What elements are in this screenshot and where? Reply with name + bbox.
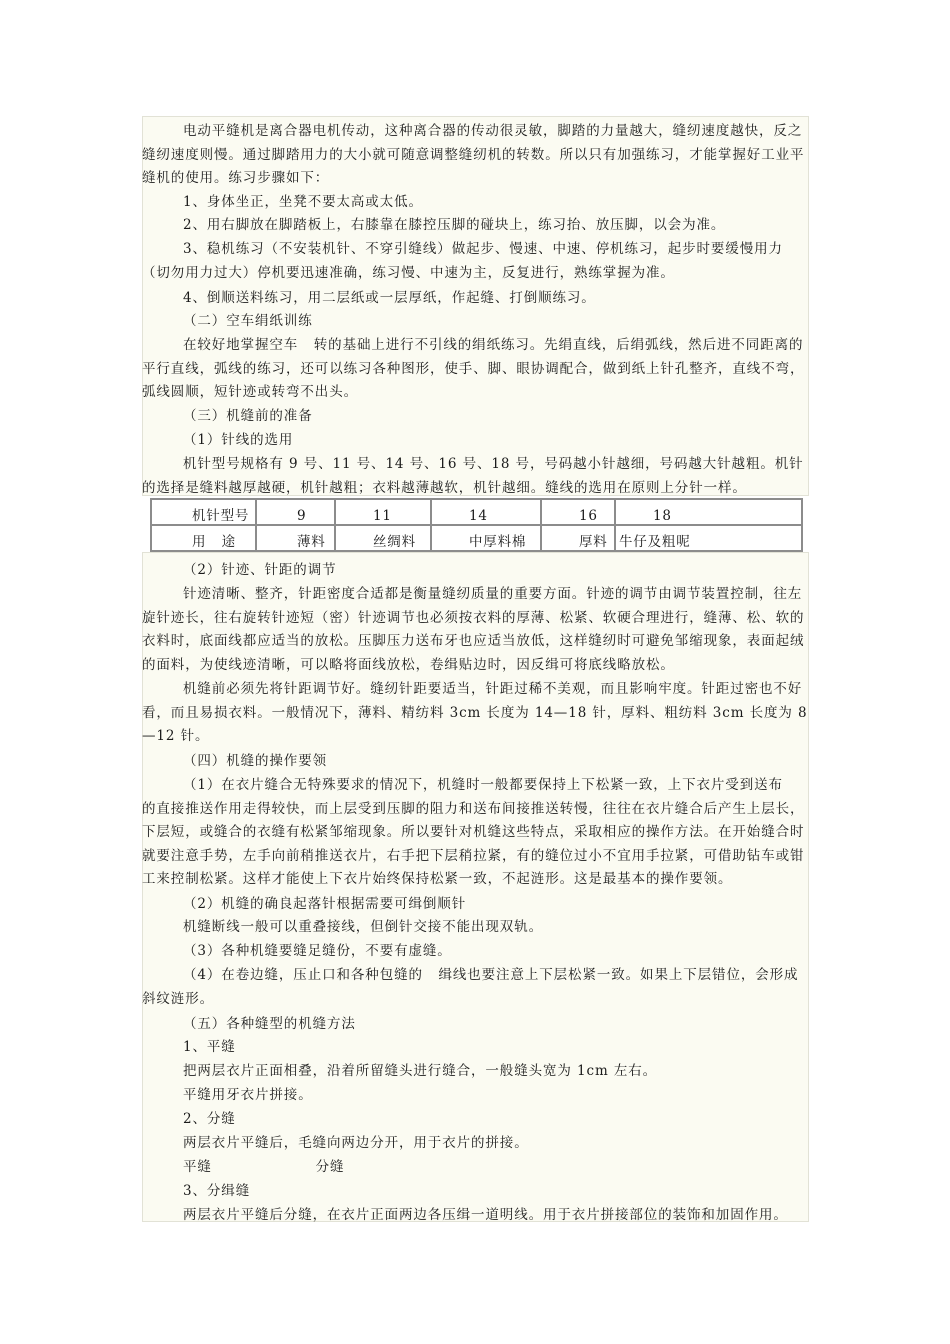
- table-row: [151, 499, 802, 525]
- operation-paragraph: （1）在衣片缝合无特殊要求的情况下，机缝时一般都要保持上下松紧一致，上下衣片受到送布 的直接推送作用走得较快，而上层受到压脚的阻力和送布间接推送转慢，往往在衣片缝合后产生上层长，下层短，或缝合的衣缝有松紧邹缩现象。所以要针对机缝这些特点，采取相应的操作方法。在开始缝合时就要注意手势，左手向前稍推送衣片，右手把下层稍拉紧，有的缝位过小不宜用手拉紧，可借助钻车或钳工来控制松紧。这样才能使上下衣片始终保持松紧一致，不起涟形。这是最基本的操作要领。: [142, 777, 805, 887]
- step-2: 2、用右脚放在脚踏板上，右膝靠在膝控压脚的碰块上，练习抬、放压脚，以会为准。: [183, 217, 726, 233]
- stitch-paragraph: 针迹清晰、整齐，针距密度合适都是衡量缝纫质量的重要方面。针迹的调节由调节装置控制，往左旋针迹长，往右旋转针迹短（密）针迹调节也必须按衣料的厚薄、松紧、软硬合理进行，缝薄、松、软的衣料时，底面线都应适当的放松。压脚压力送布牙也应适当放低，这样缝纫时可避免邹缩现象，表面起绒的面料，为使线迹清晰，可以略将面线放松，卷缉贴边时，因反缉可将底线略放松。: [142, 586, 805, 673]
- needle-paragraph: 机针型号规格有 9 号、11 号、14 号、16 号、18 号，号码越小针越细，号码越大针越粗。机针的选择是缝料越厚越硬，机针越粗；衣料越薄越软，机针越细。缝线的选用在原则上分针一样。: [142, 456, 804, 496]
- seam-plain-use: 平缝用牙衣片拼接。: [183, 1087, 313, 1103]
- step-4: 4、倒顺送料练习，用二层纸或一层厚纸，作起缝、打倒顺练习。: [183, 290, 596, 306]
- operation-point-4: （4）在卷边缝，压止口和各种包缝的 缉线也要注意上下层松紧一致。如果上下层错位，会形成斜纹涟形。: [142, 967, 799, 1007]
- table-cell: 机针型号: [151, 499, 256, 525]
- seam-split-stitch-desc: 两层衣片平缝后分缝，在衣片正面两边各压缉一道明线。用于衣片拼接部位的装饰和加固作用。: [183, 1207, 788, 1223]
- heading-stitch-adjust: （2）针迹、针距的调节: [183, 562, 337, 578]
- step-1: 1、身体坐正，坐凳不要太高或太低。: [183, 194, 423, 210]
- stitch-length-paragraph: 机缝前必须先将针距调节好。缝纫针距要适当，针距过稀不美观，而且影响牢度。针距过密也不好看，而且易损衣料。一般情况下，薄料、精纺料 3cm 长度为 14—18 针，厚料、粗纺料 3cm 长度为 8—12 针。: [142, 681, 808, 744]
- table-cell: 9: [256, 499, 335, 525]
- step-3: 3、稳机练习（不安装机针、不穿引缝线）做起步、慢速、中速、停机练习，起步时要缓慢用力（切勿用力过大）停机要迅速准确，练习慢、中速为主，反复进行，熟练掌握为准。: [142, 241, 783, 281]
- heading-seam-types: （五）各种缝型的机缝方法: [183, 1016, 356, 1032]
- seam-plain-desc: 把两层衣片正面相叠，沿着所留缝头进行缝合，一般缝头宽为 1cm 左右。: [183, 1063, 658, 1079]
- seam-split-title: 2、分缝: [183, 1111, 236, 1127]
- seam-split-desc: 两层衣片平缝后，毛缝向两边分开，用于衣片的拼接。: [183, 1135, 529, 1151]
- table-cell: 16: [541, 499, 615, 525]
- table-cell: 中厚料棉: [431, 525, 541, 551]
- empty-sewing-paragraph: 在较好地掌握空车 转的基础上进行不引线的绢纸练习。先绢直线，后绢弧线，然后进不同距离的平行直线，弧线的练习，还可以练习各种图形，使手、脚、眼协调配合，做到纸上针孔整齐，直线不弯，弧线圆顺，短针迹或转弯不出头。: [142, 337, 805, 400]
- table-cell: 11: [335, 499, 431, 525]
- table-cell: 18: [615, 499, 802, 525]
- table-cell: 薄料: [256, 525, 335, 551]
- table-cell: 丝绸料: [335, 525, 431, 551]
- table-cell: 牛仔及粗呢: [615, 525, 802, 551]
- operation-point-2: （2）机缝的确良起落针根据需要可缉倒顺针: [183, 896, 467, 912]
- seam-figure-labels: 平缝 分缝: [183, 1159, 345, 1175]
- heading-needle-thread: （1）针线的选用: [183, 432, 294, 448]
- table-cell: 厚料: [541, 525, 615, 551]
- operation-point-3: （3）各种机缝要缝足缝份，不要有虚缝。: [183, 943, 452, 959]
- heading-empty-sewing: （二）空车绢纸训练: [183, 313, 313, 329]
- thread-break-note: 机缝断线一般可以重叠接线，但倒针交接不能出现双轨。: [183, 919, 543, 935]
- needle-size-table: [150, 498, 803, 552]
- heading-preparation: （三）机缝前的准备: [183, 408, 313, 424]
- seam-plain-title: 1、平缝: [183, 1039, 236, 1055]
- heading-operation: （四）机缝的操作要领: [183, 753, 327, 769]
- seam-split-stitch-title: 3、分缉缝: [183, 1183, 251, 1199]
- intro-paragraph: 电动平缝机是离合器电机传动，这种离合器的传动很灵敏，脚踏的力量越大，缝纫速度越快，反之缝纫速度则慢。通过脚踏用力的大小就可随意调整缝纫机的转数。所以只有加强练习，才能掌握好工业平缝机的使用。练习步骤如下：: [142, 123, 805, 186]
- table-cell: 14: [431, 499, 541, 525]
- table-cell: 用 途: [151, 525, 256, 551]
- table-row: [151, 525, 802, 551]
